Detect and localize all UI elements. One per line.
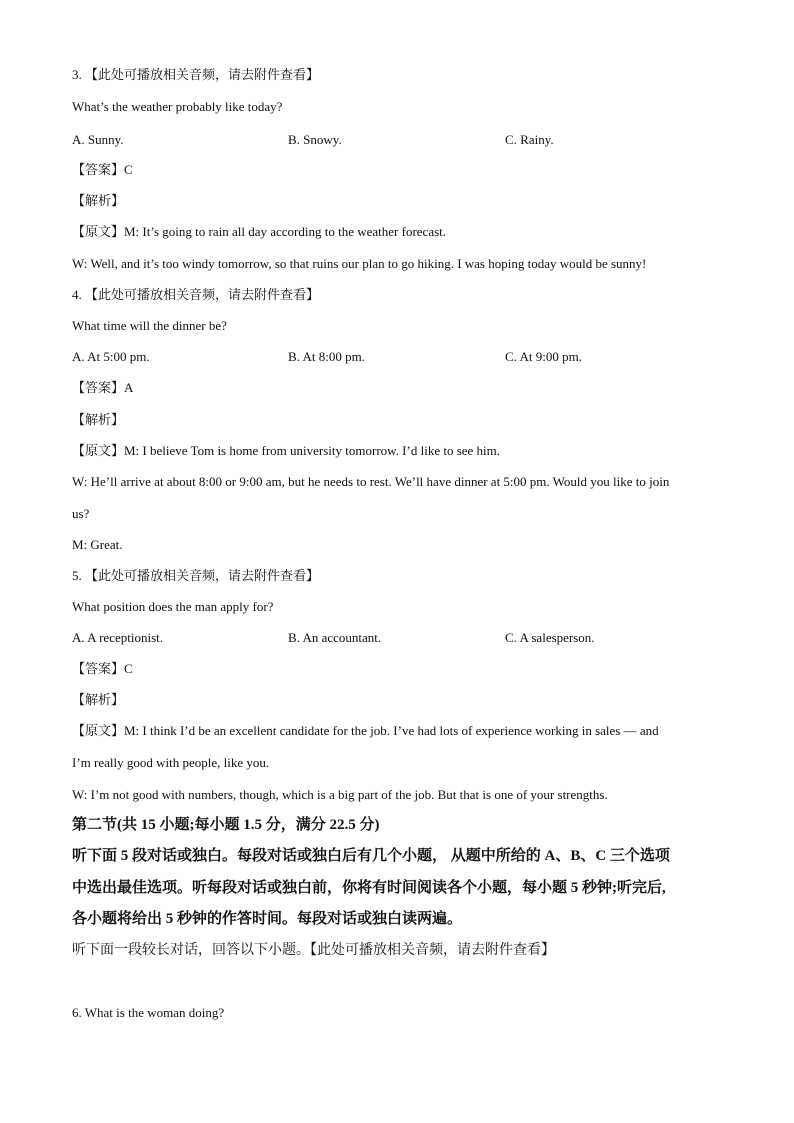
q3-option-c: C. Rainy. [505, 132, 554, 147]
q3-option-b: B. Snowy. [288, 132, 342, 147]
q5-prompt: 5. 【此处可播放相关音频，请去附件查看】 [72, 568, 320, 583]
q5-answer: 【答案】C [72, 661, 133, 676]
q4-transcript-3: M: Great. [72, 537, 123, 552]
q4-option-b: B. At 8:00 pm. [288, 349, 365, 364]
q5-analysis: 【解析】 [72, 692, 125, 707]
q5-transcript-2: W: I’m not good with numbers, though, which is a big part of the job. But that is one of your strengths. [72, 787, 608, 802]
section2-instruction-3: 各小题将给出 5 秒钟的作答时间。每段对话或独白读两遍。 [72, 911, 463, 927]
q4-question: What time will the dinner be? [72, 318, 227, 333]
q4-transcript-2b: us? [72, 506, 90, 521]
q5-option-c: C. A salesperson. [505, 630, 595, 645]
q4-option-c: C. At 9:00 pm. [505, 349, 582, 364]
q6-question: 6. What is the woman doing? [72, 1005, 225, 1020]
q3-analysis: 【解析】 [72, 193, 125, 208]
section2-instruction-2: 中选出最佳选项。听每段对话或独白前，你将有时间阅读各个小题，每小题 5 秒钟;听完后, [72, 880, 666, 896]
q5-option-a: A. A receptionist. [72, 630, 163, 645]
q3-prompt: 3. 【此处可播放相关音频，请去附件查看】 [72, 67, 320, 82]
q3-answer: 【答案】C [72, 162, 133, 177]
section2-note: 听下面一段较长对话，回答以下小题。【此处可播放相关音频，请去附件查看】 [72, 943, 555, 958]
q3-question: What’s the weather probably like today? [72, 99, 283, 114]
q4-transcript-1: 【原文】M: I believe Tom is home from university tomorrow. I’d like to see him. [72, 443, 501, 458]
q5-option-b: B. An accountant. [288, 630, 382, 645]
q4-transcript-2a: W: He’ll arrive at about 8:00 or 9:00 am, but he needs to rest. We’ll have dinner at 5:00 pm. Would you like to join [72, 474, 670, 489]
q3-option-a: A. Sunny. [72, 132, 124, 147]
q4-prompt: 4. 【此处可播放相关音频，请去附件查看】 [72, 287, 320, 302]
q4-analysis: 【解析】 [72, 412, 125, 427]
q4-answer: 【答案】A [72, 380, 134, 395]
section2-heading: 第二节(共 15 小题;每小题 1.5 分，满分 22.5 分) [72, 817, 380, 833]
section2-instruction-1: 听下面 5 段对话或独白。每段对话或独白后有几个小题， 从题中所给的 A、B、C 三个选项 [72, 848, 670, 864]
q3-transcript-2: W: Well, and it’s too windy tomorrow, so that ruins our plan to go hiking. I was hoping today would be sunny! [72, 256, 647, 271]
q3-transcript-1: 【原文】M: It’s going to rain all day according to the weather forecast. [72, 224, 447, 239]
q5-question: What position does the man apply for? [72, 599, 274, 614]
q5-transcript-1a: 【原文】M: I think I’d be an excellent candidate for the job. I’ve had lots of experience working in sales — and [72, 723, 659, 738]
q4-option-a: A. At 5:00 pm. [72, 349, 150, 364]
q5-transcript-1b: I’m really good with people, like you. [72, 755, 270, 770]
